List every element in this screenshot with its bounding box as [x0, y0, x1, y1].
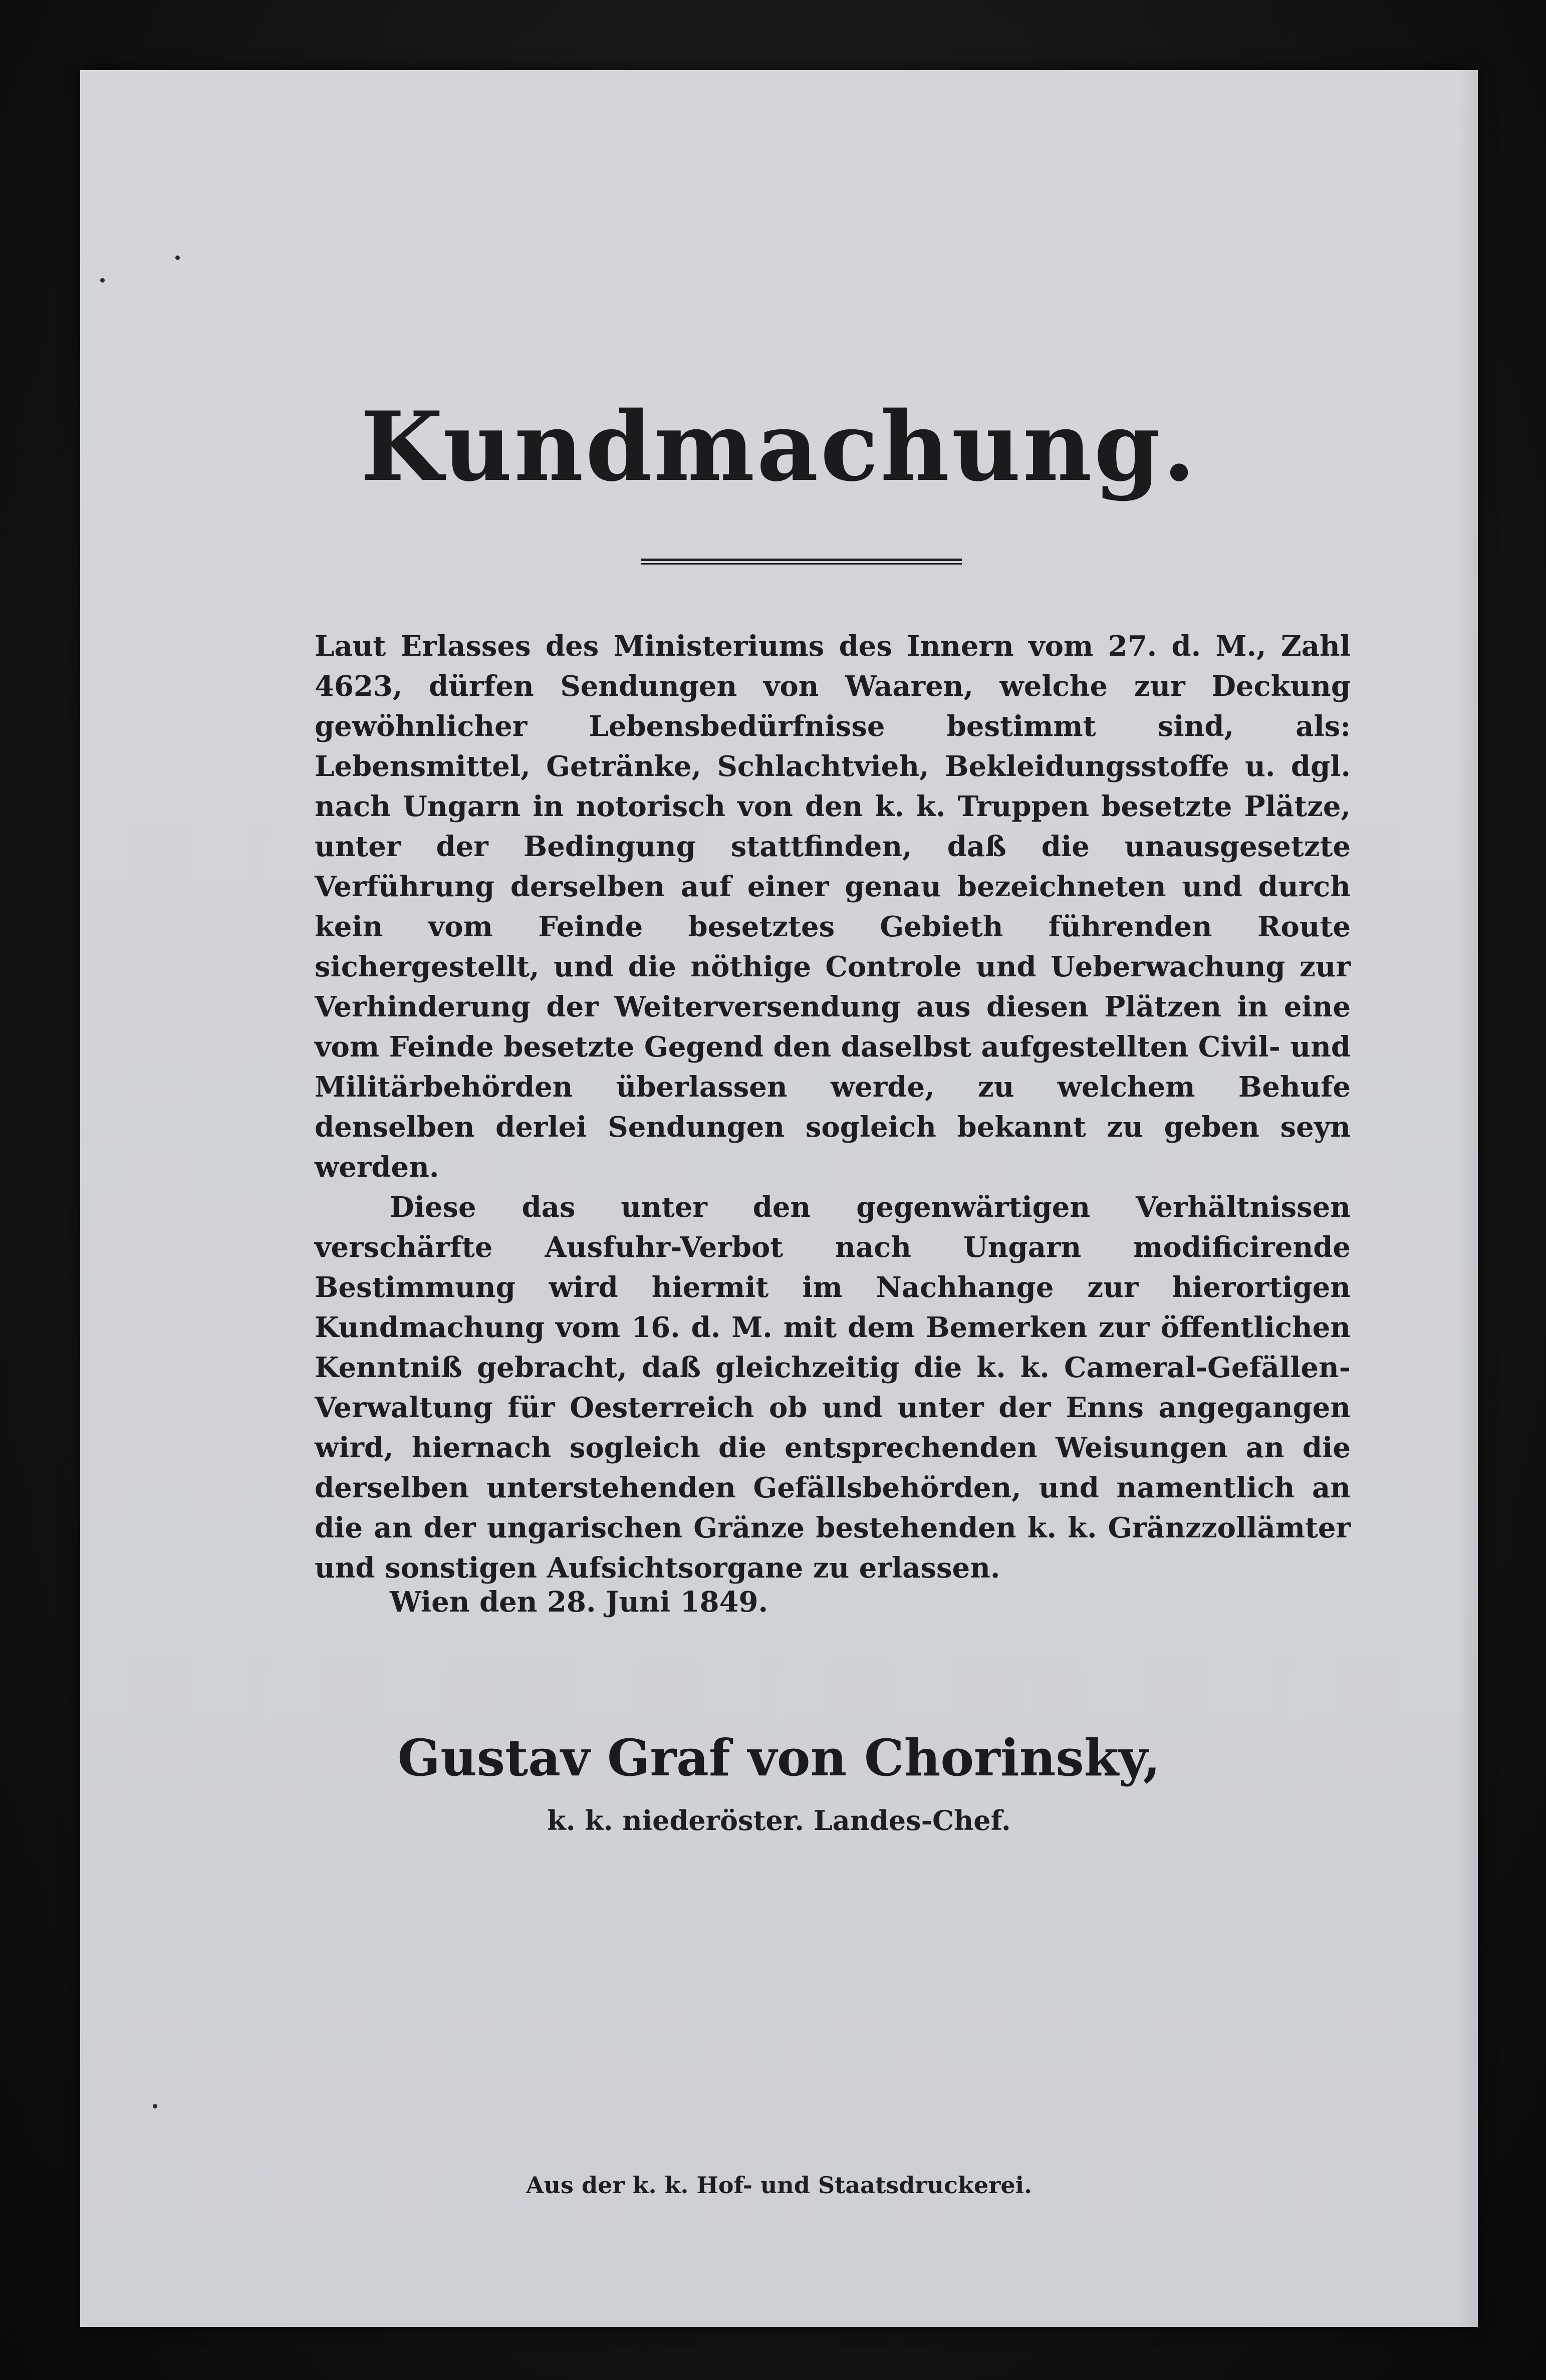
signature-name: Gustav Graf von Chorinsky,	[397, 1728, 1161, 1787]
document-title: Kundmachung.	[360, 391, 1198, 502]
paper-speck	[100, 278, 105, 283]
paper-speck	[153, 2104, 157, 2108]
dateline: Wien den 28. Juni 1849.	[390, 1585, 768, 1619]
title-divider	[641, 559, 962, 565]
paragraph-1: Laut Erlasses des Ministeriums des Innern vom 27. d. M., Zahl 4623, dürfen Sendungen von Waaren, welche zur Deckung gewöhnlicher Lebensbedürfnisse bestimmt sind, als: Lebensmittel, Getränke, Schlachtvieh, Bekleidungsstoffe u. dgl. nach Ungarn in notorisch von den k. k. Truppen besetzte Plätze, unter der Bedingung stattfinden, daß die unausgesetzte Verführung derselben auf einer genau bezeichneten und durch kein vom Feinde besetztes Gebieth führenden Route sichergestellt, und die nöthige Controle und Ueberwachung zur Verhinderung der Weiterversendung aus diesen Plätzen in eine vom Feinde besetzte Gegend den daselbst aufgestellten Civil- und Militärbehörden überlassen werde, zu welchem Behufe denselben derlei Sendungen sogleich bekannt zu geben seyn werden.	[315, 630, 1351, 1184]
paragraph-2: Diese das unter den gegenwärtigen Verhältnissen verschärfte Ausfuhr-Verbot nach Ungarn modificirende Bestimmung wird hiermit im Nachhange zur hierortigen Kundmachung vom 16. d. M. mit dem Bemerken zur öffentlichen Kenntniß gebracht, daß gleichzeitig die k. k. Cameral-Gefällen-Verwaltung für Oesterreich ob und unter der Enns angegangen wird, hiernach sogleich die entsprechenden Weisungen an die derselben unterstehenden Gefällsbehörden, und namentlich an die an der ungarischen Gränze bestehenden k. k. Gränzzollämter und sonstigen Aufsichtsorgane zu erlassen.	[315, 1191, 1351, 1584]
signature-title: k. k. niederöster. Landes-Chef.	[547, 1804, 1011, 1836]
printer-imprint: Aus der k. k. Hof- und Staatsdruckerei.	[526, 2172, 1033, 2199]
body-text	[315, 626, 1351, 1588]
proclamation-sheet	[80, 70, 1478, 2327]
paper-speck	[175, 255, 180, 260]
